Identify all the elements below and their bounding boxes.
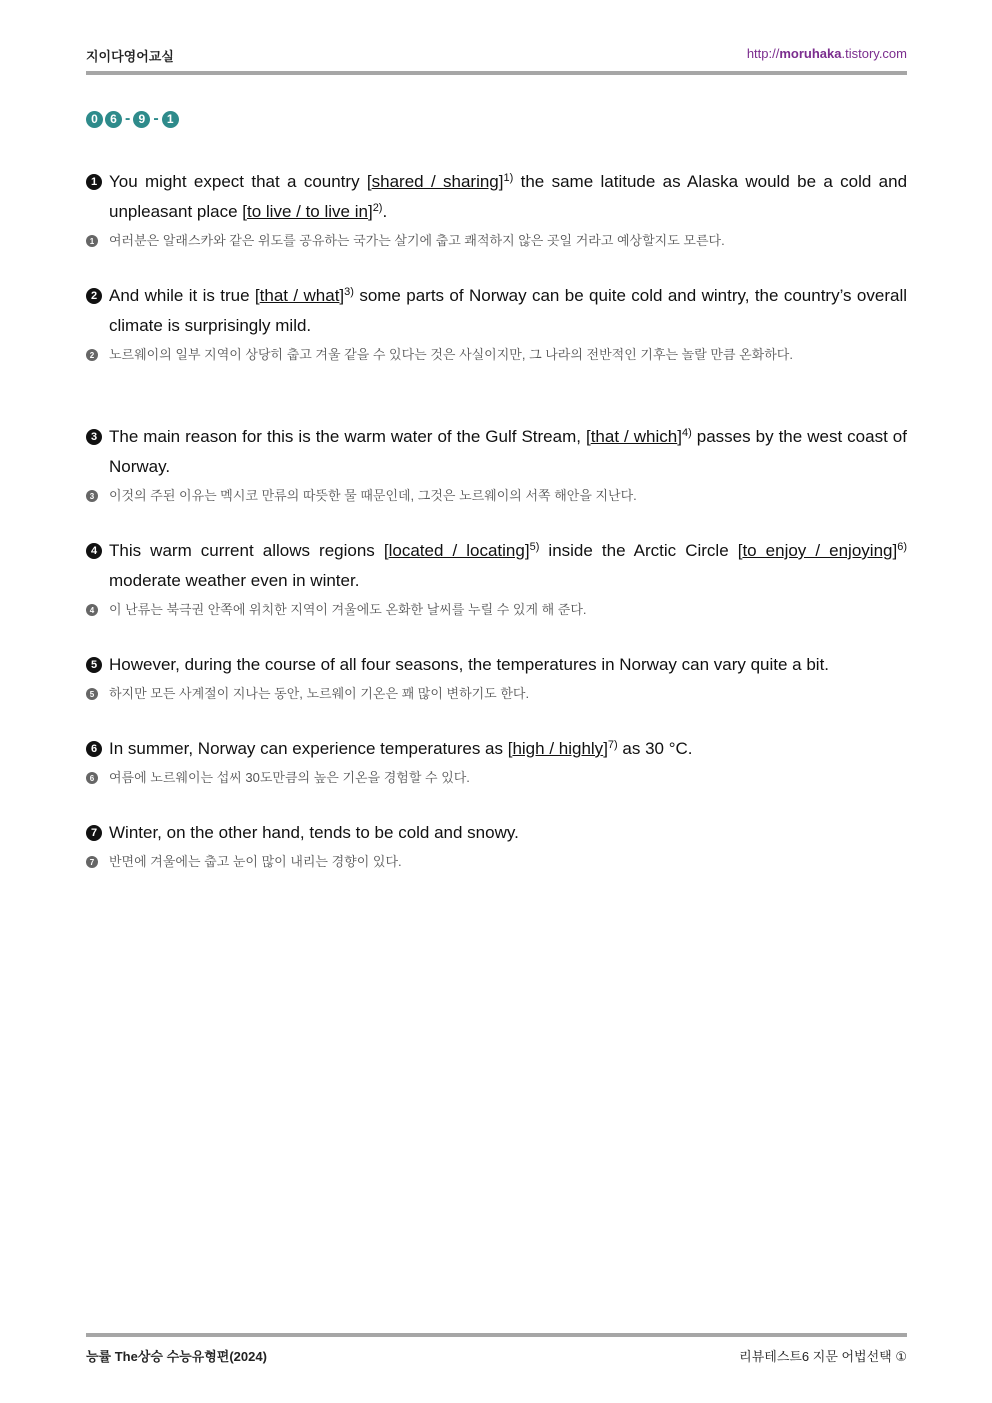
page-header bbox=[86, 44, 907, 66]
grammar-choice: that / what bbox=[259, 286, 340, 305]
sentence-block bbox=[86, 281, 907, 368]
translation-text: 노르웨이의 일부 지역이 상당히 춥고 겨울 같을 수 있다는 것은 사실이지만, 그 나라의 전반적인 기후는 놀랄 만큼 온화하다. bbox=[109, 347, 793, 362]
english-sentence bbox=[86, 818, 907, 848]
english-sentence bbox=[86, 167, 907, 227]
site-name: 지이다영어교실 bbox=[86, 49, 174, 64]
sentence-block bbox=[86, 734, 907, 791]
sentence-number: 6 bbox=[86, 741, 102, 757]
question-number: 2) bbox=[372, 202, 383, 214]
korean-translation bbox=[86, 764, 907, 791]
grammar-choice: located / locating bbox=[388, 541, 525, 560]
translation-number: 2 bbox=[86, 349, 98, 361]
translation-number: 7 bbox=[86, 856, 98, 868]
english-sentence bbox=[86, 422, 907, 482]
sentence-text: And while it is true [ bbox=[109, 286, 260, 305]
korean-translation bbox=[86, 341, 907, 368]
korean-translation bbox=[86, 680, 907, 707]
translation-number: 4 bbox=[86, 604, 98, 616]
bracket: ] bbox=[892, 541, 898, 560]
code-digit: 1 bbox=[162, 111, 179, 128]
grammar-choice: high / highly bbox=[512, 739, 604, 758]
bracket: ] bbox=[603, 739, 608, 758]
sentence-block bbox=[86, 167, 907, 254]
sentence-text: some parts of Norway can be quite cold and wintry, the country’s overall climate is surprisingly mild. bbox=[109, 286, 907, 335]
footer-divider bbox=[86, 1333, 907, 1337]
code-digit: 6 bbox=[105, 111, 122, 128]
grammar-choice: to live / to live in bbox=[247, 202, 368, 221]
sentence-number: 2 bbox=[86, 288, 102, 304]
question-number: 3) bbox=[344, 286, 354, 298]
sentence-text: . bbox=[382, 202, 388, 221]
translation-text: 이 난류는 북극권 안쪽에 위치한 지역이 겨울에도 온화한 날씨를 누릴 수 있게 해 준다. bbox=[109, 602, 587, 617]
sentence-number: 5 bbox=[86, 657, 102, 673]
grammar-choice: shared / sharing bbox=[371, 172, 499, 191]
english-sentence bbox=[86, 536, 907, 596]
translation-text: 여름에 노르웨이는 섭씨 30도만큼의 높은 기온을 경험할 수 있다. bbox=[109, 770, 470, 785]
sentence-text: as 30 °C. bbox=[617, 739, 693, 758]
site-url[interactable] bbox=[747, 46, 907, 61]
sentence-text: However, during the course of all four seasons, the temperatures in Norway can vary quite a bit. bbox=[109, 655, 830, 674]
sentence-text: moderate weather even in winter. bbox=[109, 571, 360, 590]
sentence-number: 7 bbox=[86, 825, 102, 841]
question-number: 1) bbox=[503, 172, 514, 184]
sentence-text: This warm current allows regions [ bbox=[109, 541, 389, 560]
grammar-choice: to enjoy / enjoying bbox=[742, 541, 893, 560]
book-title: 능률 The상승 수능유형편(2024) bbox=[86, 1349, 267, 1364]
sentence-block bbox=[86, 422, 907, 509]
sentence-text: Winter, on the other hand, tends to be cold and snowy. bbox=[109, 823, 519, 842]
translation-number: 3 bbox=[86, 490, 98, 502]
bracket: ] bbox=[498, 172, 504, 191]
bracket: ] bbox=[339, 286, 345, 305]
sentence-text: the same latitude as Alaska would be a cold and unpleasant place [ bbox=[109, 172, 908, 221]
english-sentence bbox=[86, 281, 907, 341]
sentence-text: In summer, Norway can experience temperatures as [ bbox=[109, 739, 513, 758]
code-digit: 9 bbox=[133, 111, 150, 128]
sentence-block bbox=[86, 650, 907, 707]
code-dash: - bbox=[125, 110, 131, 127]
question-number: 6) bbox=[897, 541, 907, 553]
korean-translation bbox=[86, 848, 907, 875]
translation-number: 1 bbox=[86, 235, 98, 247]
sentence-block bbox=[86, 818, 907, 875]
sentence-text: The main reason for this is the warm water of the Gulf Stream, [ bbox=[109, 427, 591, 446]
translation-text: 하지만 모든 사계절이 지나는 동안, 노르웨이 기온은 꽤 많이 변하기도 한다. bbox=[109, 686, 530, 701]
passage-code bbox=[86, 110, 179, 128]
question-number: 5) bbox=[529, 541, 540, 553]
page-label: 리뷰테스트6 지문 어법선택 ① bbox=[739, 1349, 907, 1364]
url-prefix: http:// bbox=[746, 46, 780, 61]
grammar-choice: that / which bbox=[590, 427, 678, 446]
sentence-text: You might expect that a country [ bbox=[109, 172, 372, 191]
english-sentence bbox=[86, 734, 907, 764]
sentence-number: 4 bbox=[86, 543, 102, 559]
english-sentence bbox=[86, 650, 907, 680]
sentence-text: passes by the west coast of Norway. bbox=[109, 427, 907, 476]
question-number: 4) bbox=[681, 427, 692, 439]
code-digit: 0 bbox=[86, 111, 103, 128]
translation-number: 6 bbox=[86, 772, 98, 784]
korean-translation bbox=[86, 596, 907, 623]
sentence-block bbox=[86, 536, 907, 623]
sentence-number: 3 bbox=[86, 429, 102, 445]
url-suffix: .tistory.com bbox=[841, 46, 907, 61]
sentence-text: inside the Arctic Circle [ bbox=[539, 541, 743, 560]
page-footer bbox=[86, 1346, 907, 1366]
question-number: 7) bbox=[607, 739, 618, 751]
bracket: ] bbox=[367, 202, 373, 221]
translation-text: 여러분은 알래스카와 같은 위도를 공유하는 국가는 살기에 춥고 쾌적하지 않은 곳일 거라고 예상할지도 모른다. bbox=[109, 233, 725, 248]
translation-text: 반면에 겨울에는 춥고 눈이 많이 내리는 경향이 있다. bbox=[109, 854, 402, 869]
code-dash: - bbox=[153, 110, 159, 127]
korean-translation bbox=[86, 482, 907, 509]
sentence-number: 1 bbox=[86, 174, 102, 190]
header-divider bbox=[86, 71, 907, 75]
translation-text: 이것의 주된 이유는 멕시코 만류의 따뜻한 물 때문인데, 그것은 노르웨이의 서쪽 해안을 지난다. bbox=[109, 488, 637, 503]
bracket: ] bbox=[524, 541, 530, 560]
bracket: ] bbox=[677, 427, 682, 446]
url-bold: moruhaka bbox=[779, 46, 842, 61]
translation-number: 5 bbox=[86, 688, 98, 700]
korean-translation bbox=[86, 227, 907, 254]
